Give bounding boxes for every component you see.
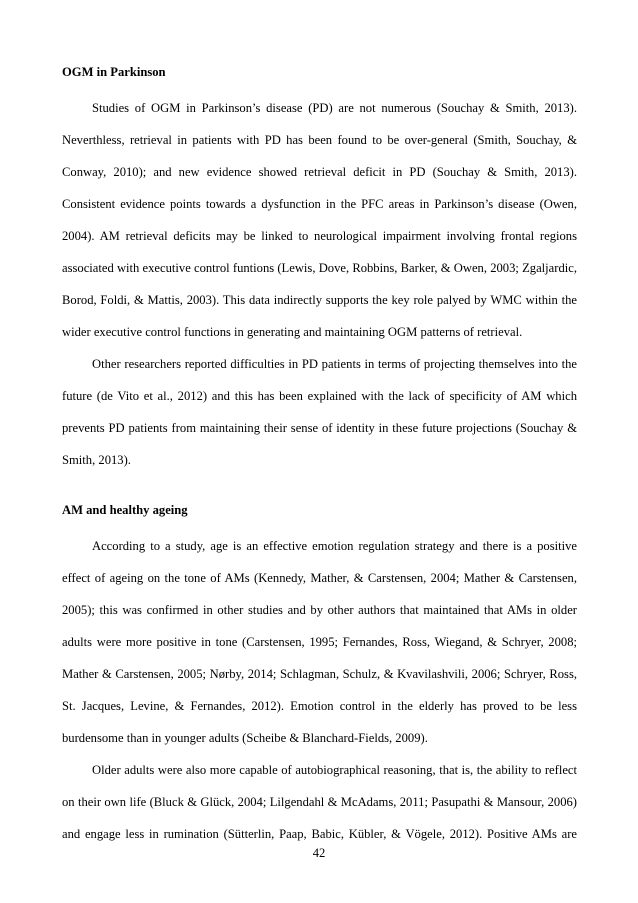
text-line: St. Jacques, Levine, & Fernandes, 2012). Emotion control in the elderly has proved to be less xyxy=(62,699,577,713)
text-line: on their own life (Bluck & Glück, 2004; Lilgendahl & McAdams, 2011; Pasupathi & Mansour, 2006) xyxy=(62,795,577,809)
text-line: prevents PD patients from maintaining their sense of identity in these future projections (Souchay & xyxy=(62,421,577,435)
text-line: Studies of OGM in Parkinson’s disease (PD) are not numerous (Souchay & Smith, 2013). xyxy=(92,101,577,115)
text-line: effect of ageing on the tone of AMs (Kennedy, Mather, & Carstensen, 2004; Mather & Carstensen, xyxy=(62,571,577,585)
text-line: adults were more positive in tone (Carstensen, 1995; Fernandes, Ross, Wiegand, & Schryer, 2008; xyxy=(62,635,577,649)
text-line: 2005); this was confirmed in other studies and by other authors that maintained that AMs in older xyxy=(62,603,577,617)
text-line: Borod, Foldi, & Mattis, 2003). This data indirectly supports the key role palyed by WMC within the xyxy=(62,293,577,307)
text-line: burdensome than in younger adults (Scheibe & Blanchard-Fields, 2009). xyxy=(62,731,428,745)
section-heading-ogm-in-parkinson: OGM in Parkinson xyxy=(62,65,166,79)
text-line: Conway, 2010); and new evidence showed retrieval deficit in PD (Souchay & Smith, 2013). xyxy=(62,165,577,179)
text-line: and engage less in rumination (Sütterlin, Paap, Babic, Kübler, & Vögele, 2012). Positive AMs are xyxy=(62,827,577,841)
text-line: According to a study, age is an effective emotion regulation strategy and there is a positive xyxy=(92,539,577,553)
text-line: future (de Vito et al., 2012) and this has been explained with the lack of specificity of AM which xyxy=(62,389,577,403)
text-line: Other researchers reported difficulties in PD patients in terms of projecting themselves into the xyxy=(92,357,577,371)
section-heading-am-healthy-ageing: AM and healthy ageing xyxy=(62,503,188,517)
text-line: wider executive control functions in generating and maintaining OGM patterns of retrieval. xyxy=(62,325,523,339)
text-line: Mather & Carstensen, 2005; Nørby, 2014; Schlagman, Schulz, & Kvavilashvili, 2006; Schryer, Ross, xyxy=(62,667,577,681)
page-number: 42 xyxy=(312,846,326,860)
text-line: associated with executive control funtions (Lewis, Dove, Robbins, Barker, & Owen, 2003; Zgaljardic, xyxy=(62,261,577,275)
text-line: Older adults were also more capable of autobiographical reasoning, that is, the ability to reflect xyxy=(92,763,577,777)
text-line: Consistent evidence points towards a dysfunction in the PFC areas in Parkinson’s disease (Owen, xyxy=(62,197,577,211)
text-line: Neverthless, retrieval in patients with PD has been found to be over-general (Smith, Souchay, & xyxy=(62,133,577,147)
text-line: Smith, 2013). xyxy=(62,453,131,467)
text-line: 2004). AM retrieval deficits may be linked to neurological impairment involving frontal regions xyxy=(62,229,577,243)
